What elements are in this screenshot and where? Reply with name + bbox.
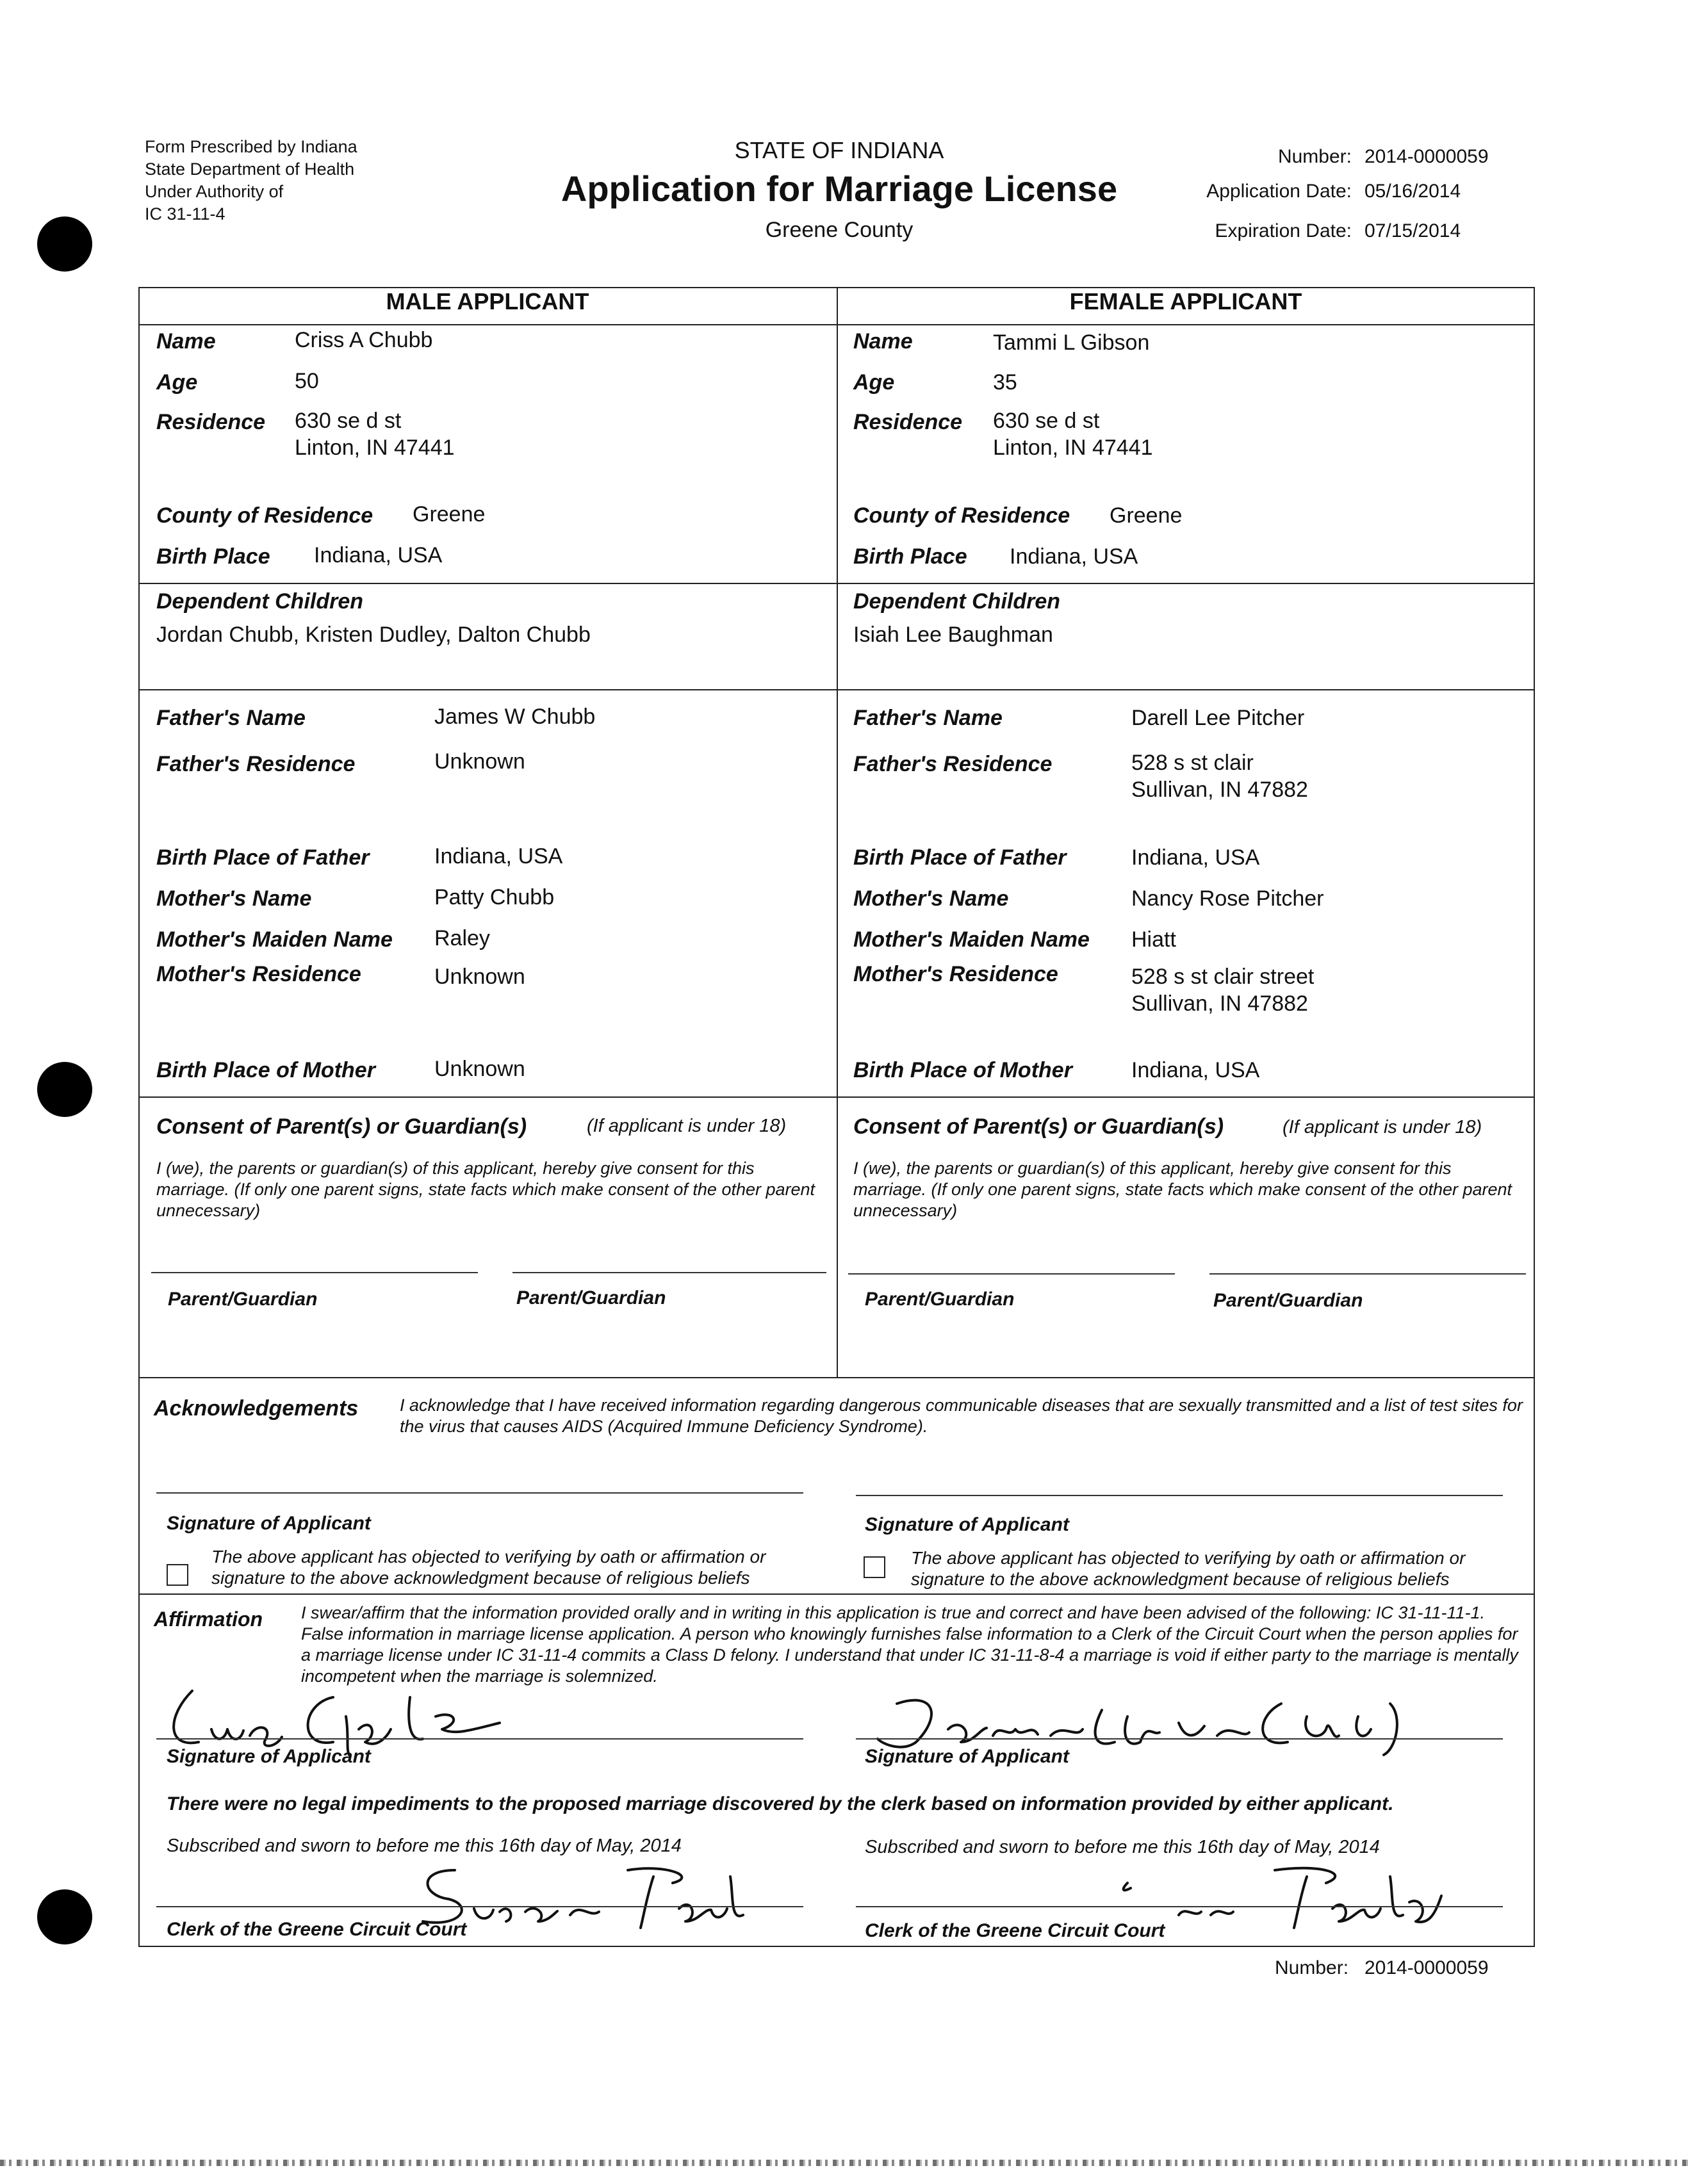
address-line: Sullivan, IN 47882	[1131, 991, 1308, 1016]
affirmation-text: I swear/affirm that the information provided orally and in writing in this application is true and correct and have been advised of the following: IC 31-11-11-1. False information in marriage license application. A person who knowingly furnishes false information to a Clerk of the Circuit Court when the person applies for a marriage license under IC 31-11-4 commits a Class D felony. I understand that under IC 31-11-8-4 a marriage is void if either party to the marriage is mentally incompetent when the marriage is solemnized.	[301, 1603, 1518, 1686]
signature-line	[856, 1906, 1503, 1907]
female-name-value: Tammi L Gibson	[993, 330, 1150, 355]
female-dependents-label: Dependent Children	[853, 589, 1061, 614]
male-objection-text: The above applicant has objected to verifying by oath or affirmation or signature to the above acknowledgment because of religious beliefs	[211, 1547, 766, 1588]
county-name: Greene County	[765, 218, 914, 242]
male-name-value: Criss A Chubb	[295, 328, 433, 352]
signature-line	[856, 1495, 1503, 1496]
address-line: 528 s st clair	[1131, 751, 1254, 775]
female-father-birth-value: Indiana, USA	[1131, 845, 1260, 870]
female-father-birth-label: Birth Place of Father	[853, 845, 1067, 870]
affirmation-female-signature-label: Signature of Applicant	[865, 1746, 1069, 1767]
male-age-value: 50	[295, 369, 319, 393]
female-county-label: County of Residence	[853, 503, 1070, 528]
female-parent-guardian-label-2: Parent/Guardian	[1213, 1290, 1363, 1311]
acknowledgements-label: Acknowledgements	[154, 1396, 359, 1421]
female-residence-label: Residence	[853, 410, 963, 434]
male-mother-maiden-value: Raley	[434, 926, 490, 950]
signature-line	[156, 1906, 803, 1907]
female-birth-place-value: Indiana, USA	[1010, 544, 1138, 569]
address-line: Unknown	[434, 749, 525, 774]
male-mother-residence-value	[434, 963, 525, 990]
female-consent-label: Consent of Parent(s) or Guardian(s)	[853, 1114, 1224, 1139]
male-sworn-text: Subscribed and sworn to before me this 16th day of May, 2014	[167, 1836, 682, 1856]
male-consent-text: I (we), the parents or guardian(s) of this applicant, hereby give consent for this marriage. (If only one parent signs, state facts which make consent of the other parent unnecessary)	[156, 1159, 815, 1220]
female-mother-maiden-value: Hiatt	[1131, 927, 1176, 952]
male-mother-birth-label: Birth Place of Mother	[156, 1058, 375, 1082]
female-objection-checkbox[interactable]	[864, 1556, 885, 1578]
signature-line	[512, 1272, 826, 1273]
male-father-name-label: Father's Name	[156, 706, 306, 730]
male-mother-residence-label: Mother's Residence	[156, 962, 361, 986]
page-title: Application for Marriage License	[561, 168, 1118, 209]
prescribed-line: Under Authority of	[145, 182, 284, 201]
punch-hole	[37, 1889, 92, 1944]
row-divider	[138, 1593, 1535, 1595]
number-label: Number:	[1277, 146, 1352, 167]
male-residence-label: Residence	[156, 410, 266, 434]
male-parent-guardian-label: Parent/Guardian	[168, 1289, 318, 1310]
scan-edge-artifact	[0, 2160, 1688, 2166]
address-line: Linton, IN 47441	[295, 436, 455, 460]
male-age-label: Age	[156, 370, 198, 395]
signature-line	[856, 1738, 1503, 1740]
affirmation-label: Affirmation	[154, 1608, 263, 1631]
ack-male-signature-label: Signature of Applicant	[167, 1513, 371, 1534]
female-objection-text: The above applicant has objected to verifying by oath or affirmation or signature to the above acknowledgment because of religious beliefs	[911, 1548, 1466, 1589]
male-mother-birth-value: Unknown	[434, 1057, 525, 1081]
row-divider	[138, 324, 1535, 325]
male-mother-name-value: Patty Chubb	[434, 885, 555, 909]
male-objection-checkbox[interactable]	[167, 1564, 188, 1586]
male-county-label: County of Residence	[156, 503, 373, 528]
female-age-label: Age	[853, 370, 895, 395]
male-birth-place-value: Indiana, USA	[314, 543, 443, 567]
column-divider	[837, 287, 838, 1377]
female-applicant-header: FEMALE APPLICANT	[1069, 288, 1302, 314]
address-line: 630 se d st	[993, 409, 1100, 433]
male-name-label: Name	[156, 329, 216, 354]
female-sworn-text: Subscribed and sworn to before me this 16th day of May, 2014	[865, 1837, 1380, 1857]
female-father-residence-label: Father's Residence	[853, 752, 1053, 776]
male-parent-guardian-label-2: Parent/Guardian	[516, 1287, 666, 1308]
state-name: STATE OF INDIANA	[734, 137, 944, 163]
footer-number-value: 2014-0000059	[1364, 1957, 1489, 1978]
expiration-date-value: 07/15/2014	[1364, 220, 1461, 241]
male-birth-place-label: Birth Place	[156, 544, 270, 569]
prescribed-line: State Department of Health	[145, 159, 355, 179]
female-dependents-value: Isiah Lee Baughman	[853, 623, 1053, 647]
female-mother-name-label: Mother's Name	[853, 886, 1009, 911]
female-mother-birth-value: Indiana, USA	[1131, 1058, 1260, 1082]
female-mother-birth-label: Birth Place of Mother	[853, 1058, 1072, 1082]
row-divider	[138, 689, 1535, 690]
acknowledgements-text: I acknowledge that I have received information regarding dangerous communicable diseases that are sexually transmitted and a list of test sites for the virus that causes AIDS (Acquired Immune Deficiency Syndrome).	[400, 1396, 1523, 1436]
ack-female-signature-label: Signature of Applicant	[865, 1514, 1069, 1535]
row-divider	[138, 1096, 1535, 1098]
male-dependents-value: Jordan Chubb, Kristen Dudley, Dalton Chubb	[156, 623, 591, 647]
male-dependents-label: Dependent Children	[156, 589, 364, 614]
signature-line	[848, 1273, 1175, 1275]
row-divider	[138, 583, 1535, 584]
female-consent-note: (If applicant is under 18)	[1282, 1117, 1482, 1137]
male-county-value: Greene	[413, 502, 486, 526]
female-father-name-value: Darell Lee Pitcher	[1131, 706, 1305, 730]
male-residence-value	[295, 407, 455, 461]
male-clerk-label: Clerk of the Greene Circuit Court	[167, 1919, 467, 1940]
female-father-residence-value	[1131, 749, 1308, 803]
address-line: 528 s st clair street	[1131, 965, 1315, 989]
female-residence-value	[993, 407, 1153, 461]
form-prescribed-note	[145, 136, 465, 225]
male-father-name-value: James W Chubb	[434, 705, 596, 729]
female-mother-maiden-label: Mother's Maiden Name	[853, 927, 1090, 952]
female-mother-residence-label: Mother's Residence	[853, 962, 1058, 986]
female-mother-residence-value	[1131, 963, 1314, 1017]
impediments-statement: There were no legal impediments to the proposed marriage discovered by the clerk based on information provided by either applicant.	[167, 1793, 1394, 1814]
punch-hole	[37, 1062, 92, 1117]
female-father-name-label: Father's Name	[853, 706, 1003, 730]
expiration-date-label: Expiration Date:	[1215, 220, 1352, 241]
female-name-label: Name	[853, 329, 913, 354]
address-line: Linton, IN 47441	[993, 436, 1153, 460]
male-father-residence-label: Father's Residence	[156, 752, 356, 776]
address-line: Sullivan, IN 47882	[1131, 778, 1308, 802]
row-divider	[138, 1377, 1535, 1378]
male-consent-label: Consent of Parent(s) or Guardian(s)	[156, 1114, 527, 1139]
female-parent-guardian-label: Parent/Guardian	[865, 1289, 1015, 1310]
male-consent-note: (If applicant is under 18)	[587, 1116, 787, 1136]
signature-line	[151, 1272, 478, 1273]
application-date-value: 05/16/2014	[1364, 181, 1461, 202]
signature-line	[156, 1492, 803, 1494]
male-father-birth-label: Birth Place of Father	[156, 845, 370, 870]
female-mother-name-value: Nancy Rose Pitcher	[1131, 886, 1324, 911]
punch-hole	[37, 216, 92, 272]
signature-line	[156, 1738, 803, 1740]
female-clerk-label: Clerk of the Greene Circuit Court	[865, 1920, 1165, 1941]
application-date-label: Application Date:	[1206, 181, 1352, 202]
address-line: 630 se d st	[295, 409, 402, 433]
female-birth-place-label: Birth Place	[853, 544, 967, 569]
male-mother-name-label: Mother's Name	[156, 886, 312, 911]
signature-line	[1209, 1273, 1526, 1275]
affirmation-male-signature-label: Signature of Applicant	[167, 1746, 371, 1767]
prescribed-line: IC 31-11-4	[145, 204, 225, 224]
female-age-value: 35	[993, 370, 1017, 395]
female-consent-text: I (we), the parents or guardian(s) of this applicant, hereby give consent for this marriage. (If only one parent signs, state facts which make consent of the other parent unnecessary)	[853, 1159, 1512, 1220]
address-line: Unknown	[434, 965, 525, 989]
male-mother-maiden-label: Mother's Maiden Name	[156, 927, 393, 952]
male-father-residence-value	[434, 748, 525, 775]
female-county-value: Greene	[1110, 503, 1183, 528]
footer-number-label: Number:	[1275, 1957, 1349, 1978]
male-applicant-header: MALE APPLICANT	[386, 288, 589, 314]
number-value: 2014-0000059	[1364, 146, 1489, 167]
male-father-birth-value: Indiana, USA	[434, 844, 563, 868]
prescribed-line: Form Prescribed by Indiana	[145, 137, 357, 156]
